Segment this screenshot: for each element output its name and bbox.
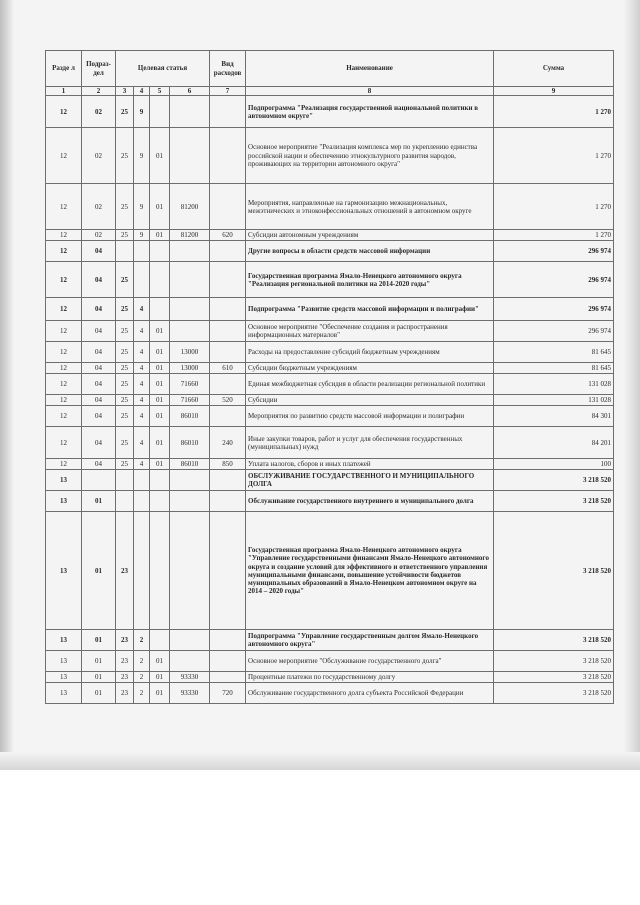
cell-program: 25 (116, 298, 134, 321)
cell-program: 25 (116, 128, 134, 184)
cell-summa: 296 974 (494, 298, 614, 321)
cell-podrazdel: 04 (82, 262, 116, 298)
cell-direction (170, 321, 210, 342)
cell-event: 01 (150, 672, 170, 683)
cell-naimenovanie: Мероприятия, направленные на гармонизацию межнациональных, межэтнических и этноконфессиональных отношений в автономном округе (246, 184, 494, 230)
cell-razdel: 12 (46, 321, 82, 342)
cell-direction (170, 491, 210, 512)
header-row (46, 51, 614, 87)
cell-program: 23 (116, 630, 134, 651)
header-naimenovanie: Наименование (246, 51, 494, 87)
cell-summa: 100 (494, 459, 614, 470)
cell-subprogram (134, 470, 150, 491)
cell-vid-raskhodov (210, 651, 246, 672)
table-row (46, 427, 614, 459)
col-number: 9 (494, 87, 614, 96)
cell-subprogram: 4 (134, 406, 150, 427)
table-row (46, 630, 614, 651)
cell-naimenovanie: Государственная программа Ямало-Ненецкого автономного округа "Реализация региональной политики на 2014-2020 годы" (246, 262, 494, 298)
cell-subprogram: 4 (134, 342, 150, 363)
table-row (46, 184, 614, 230)
cell-summa: 131 028 (494, 395, 614, 406)
table-row (46, 395, 614, 406)
cell-summa: 81 645 (494, 363, 614, 374)
cell-program: 25 (116, 96, 134, 128)
table-row (46, 491, 614, 512)
scan-shadow-bottom (0, 752, 640, 770)
table-row (46, 470, 614, 491)
cell-naimenovanie: Субсидии автономным учреждениям (246, 230, 494, 241)
scan-shadow-right (624, 0, 640, 770)
cell-direction (170, 262, 210, 298)
cell-event (150, 298, 170, 321)
cell-razdel: 12 (46, 184, 82, 230)
cell-podrazdel: 04 (82, 363, 116, 374)
cell-summa: 84 201 (494, 427, 614, 459)
cell-naimenovanie: Иные закупки товаров, работ и услуг для обеспечения государственных (муниципальных) нужд (246, 427, 494, 459)
col-number: 6 (170, 87, 210, 96)
cell-event: 01 (150, 459, 170, 470)
cell-subprogram: 4 (134, 363, 150, 374)
table-row (46, 128, 614, 184)
cell-direction (170, 470, 210, 491)
cell-summa: 3 218 520 (494, 672, 614, 683)
cell-vid-raskhodov: 720 (210, 683, 246, 704)
cell-subprogram: 9 (134, 230, 150, 241)
cell-podrazdel: 01 (82, 672, 116, 683)
cell-podrazdel: 01 (82, 651, 116, 672)
cell-program: 25 (116, 459, 134, 470)
cell-podrazdel: 02 (82, 96, 116, 128)
cell-summa: 3 218 520 (494, 651, 614, 672)
cell-vid-raskhodov: 610 (210, 363, 246, 374)
cell-vid-raskhodov (210, 406, 246, 427)
cell-naimenovanie: Основное мероприятие "Реализация комплекса мер по укреплению единства российской нации и обеспечению этнокультурного развития народов, проживающих на территории автономного округа" (246, 128, 494, 184)
table-row (46, 262, 614, 298)
budget-table (45, 50, 614, 704)
cell-razdel: 12 (46, 374, 82, 395)
cell-event (150, 512, 170, 630)
cell-subprogram: 9 (134, 96, 150, 128)
cell-subprogram: 9 (134, 128, 150, 184)
cell-event (150, 262, 170, 298)
cell-subprogram (134, 512, 150, 630)
table-row (46, 230, 614, 241)
cell-event: 01 (150, 321, 170, 342)
cell-direction (170, 298, 210, 321)
header-vid-raskhodov: Вид расходов (210, 51, 246, 87)
cell-vid-raskhodov: 240 (210, 427, 246, 459)
cell-vid-raskhodov (210, 321, 246, 342)
cell-naimenovanie: Единая межбюджетная субсидия в области реализации региональной политики (246, 374, 494, 395)
cell-razdel: 12 (46, 406, 82, 427)
cell-razdel: 12 (46, 241, 82, 262)
cell-direction (170, 128, 210, 184)
column-numbers-row (46, 87, 614, 96)
cell-subprogram: 4 (134, 427, 150, 459)
cell-direction: 86010 (170, 406, 210, 427)
cell-program: 25 (116, 406, 134, 427)
cell-direction: 71660 (170, 374, 210, 395)
cell-razdel: 12 (46, 298, 82, 321)
cell-program: 25 (116, 374, 134, 395)
cell-vid-raskhodov (210, 96, 246, 128)
cell-podrazdel (82, 470, 116, 491)
cell-subprogram: 2 (134, 651, 150, 672)
cell-summa: 81 645 (494, 342, 614, 363)
cell-direction: 86010 (170, 427, 210, 459)
cell-subprogram: 4 (134, 395, 150, 406)
cell-event: 01 (150, 651, 170, 672)
col-number: 8 (246, 87, 494, 96)
cell-razdel: 12 (46, 96, 82, 128)
cell-podrazdel: 04 (82, 427, 116, 459)
cell-naimenovanie: Подпрограмма "Развитие средств массовой информации и полиграфии" (246, 298, 494, 321)
table-row (46, 512, 614, 630)
table-row (46, 672, 614, 683)
cell-program: 25 (116, 427, 134, 459)
cell-vid-raskhodov (210, 184, 246, 230)
cell-event: 01 (150, 683, 170, 704)
cell-podrazdel: 01 (82, 683, 116, 704)
cell-subprogram: 4 (134, 321, 150, 342)
cell-summa: 1 270 (494, 128, 614, 184)
cell-program: 25 (116, 395, 134, 406)
cell-podrazdel: 01 (82, 512, 116, 630)
cell-razdel: 13 (46, 491, 82, 512)
cell-summa: 296 974 (494, 262, 614, 298)
cell-podrazdel: 01 (82, 630, 116, 651)
cell-direction (170, 512, 210, 630)
cell-program: 23 (116, 672, 134, 683)
cell-naimenovanie: Мероприятия по развитию средств массовой информации и полиграфии (246, 406, 494, 427)
cell-program: 23 (116, 651, 134, 672)
cell-naimenovanie: Обслуживание государственного внутреннего и муниципального долга (246, 491, 494, 512)
cell-razdel: 12 (46, 262, 82, 298)
table-row (46, 651, 614, 672)
cell-summa: 1 270 (494, 184, 614, 230)
col-number: 4 (134, 87, 150, 96)
cell-event (150, 96, 170, 128)
cell-program: 25 (116, 342, 134, 363)
cell-summa: 296 974 (494, 241, 614, 262)
cell-event (150, 241, 170, 262)
cell-razdel: 12 (46, 128, 82, 184)
cell-program: 23 (116, 683, 134, 704)
cell-podrazdel: 04 (82, 321, 116, 342)
cell-subprogram: 2 (134, 630, 150, 651)
cell-summa: 1 270 (494, 230, 614, 241)
cell-vid-raskhodov (210, 470, 246, 491)
header-podrazdel: Подраз-дел (82, 51, 116, 87)
header-celevaya-statya: Целевая статья (116, 51, 210, 87)
cell-subprogram: 9 (134, 184, 150, 230)
cell-direction: 13000 (170, 363, 210, 374)
table-row (46, 342, 614, 363)
table-row (46, 683, 614, 704)
cell-razdel: 13 (46, 672, 82, 683)
cell-event: 01 (150, 184, 170, 230)
col-number: 2 (82, 87, 116, 96)
cell-direction: 86010 (170, 459, 210, 470)
cell-subprogram: 4 (134, 298, 150, 321)
cell-subprogram: 2 (134, 683, 150, 704)
cell-program: 25 (116, 262, 134, 298)
col-number: 5 (150, 87, 170, 96)
cell-naimenovanie: Основное мероприятие "Обеспечение создания и распространения информационных материалов" (246, 321, 494, 342)
cell-naimenovanie: Расходы на предоставление субсидий бюджетным учреждениям (246, 342, 494, 363)
cell-summa: 296 974 (494, 321, 614, 342)
cell-program: 25 (116, 363, 134, 374)
cell-podrazdel: 04 (82, 395, 116, 406)
cell-program (116, 491, 134, 512)
col-number: 7 (210, 87, 246, 96)
cell-summa: 3 218 520 (494, 512, 614, 630)
cell-podrazdel: 04 (82, 342, 116, 363)
table-row (46, 363, 614, 374)
cell-program: 25 (116, 230, 134, 241)
cell-naimenovanie: Другие вопросы в области средств массовой информации (246, 241, 494, 262)
cell-razdel: 13 (46, 683, 82, 704)
cell-vid-raskhodov (210, 128, 246, 184)
cell-podrazdel: 04 (82, 459, 116, 470)
cell-subprogram (134, 262, 150, 298)
cell-summa: 131 028 (494, 374, 614, 395)
cell-vid-raskhodov (210, 512, 246, 630)
table-row (46, 298, 614, 321)
table-row (46, 321, 614, 342)
cell-subprogram: 4 (134, 374, 150, 395)
cell-vid-raskhodov (210, 630, 246, 651)
cell-summa: 3 218 520 (494, 470, 614, 491)
cell-program: 25 (116, 321, 134, 342)
cell-event: 01 (150, 395, 170, 406)
cell-event: 01 (150, 374, 170, 395)
cell-summa: 3 218 520 (494, 683, 614, 704)
cell-naimenovanie: Основное мероприятие "Обслуживание государственного долга" (246, 651, 494, 672)
table-row (46, 374, 614, 395)
cell-naimenovanie: Субсидии бюджетным учреждениям (246, 363, 494, 374)
cell-podrazdel: 04 (82, 374, 116, 395)
cell-direction: 93330 (170, 683, 210, 704)
cell-vid-raskhodov (210, 491, 246, 512)
cell-vid-raskhodov (210, 298, 246, 321)
cell-naimenovanie: Государственная программа Ямало-Ненецкого автономного округа "Управление государственными финансами Ямало-Ненецкого автономного округа и создание условий для эффективного и ответственного управления муниципальными финансами, повышение устойчивости бюджетов муниципальных образований в Ямало-Ненецком автономном округе на 2014 – 2020 годы" (246, 512, 494, 630)
col-number: 1 (46, 87, 82, 96)
cell-podrazdel: 04 (82, 406, 116, 427)
cell-podrazdel: 02 (82, 128, 116, 184)
cell-naimenovanie: Подпрограмма "Управление государственным долгом Ямало-Ненецкого автономного округа" (246, 630, 494, 651)
cell-event: 01 (150, 363, 170, 374)
cell-naimenovanie: Процентные платежи по государственному долгу (246, 672, 494, 683)
cell-summa: 84 301 (494, 406, 614, 427)
cell-direction: 81200 (170, 184, 210, 230)
cell-event: 01 (150, 230, 170, 241)
cell-razdel: 13 (46, 630, 82, 651)
cell-summa: 3 218 520 (494, 630, 614, 651)
cell-subprogram: 2 (134, 672, 150, 683)
cell-summa: 3 218 520 (494, 491, 614, 512)
cell-direction (170, 241, 210, 262)
cell-event: 01 (150, 406, 170, 427)
cell-program (116, 470, 134, 491)
cell-vid-raskhodov: 620 (210, 230, 246, 241)
cell-vid-raskhodov: 520 (210, 395, 246, 406)
header-razdel: Разде л (46, 51, 82, 87)
cell-subprogram (134, 491, 150, 512)
cell-program (116, 241, 134, 262)
cell-vid-raskhodov (210, 374, 246, 395)
cell-event: 01 (150, 128, 170, 184)
col-number: 3 (116, 87, 134, 96)
cell-razdel: 12 (46, 230, 82, 241)
cell-vid-raskhodov (210, 672, 246, 683)
cell-naimenovanie: Обслуживание государственного долга субъекта Российской Федерации (246, 683, 494, 704)
cell-subprogram: 4 (134, 459, 150, 470)
cell-vid-raskhodov (210, 262, 246, 298)
table-row (46, 241, 614, 262)
cell-razdel: 13 (46, 512, 82, 630)
cell-event (150, 630, 170, 651)
cell-subprogram (134, 241, 150, 262)
cell-razdel: 12 (46, 395, 82, 406)
cell-summa: 1 270 (494, 96, 614, 128)
scan-shadow-left (0, 0, 14, 770)
cell-program: 23 (116, 512, 134, 630)
cell-vid-raskhodov (210, 241, 246, 262)
cell-naimenovanie: Субсидии (246, 395, 494, 406)
cell-direction (170, 651, 210, 672)
cell-podrazdel: 02 (82, 184, 116, 230)
cell-podrazdel: 01 (82, 491, 116, 512)
table-row (46, 96, 614, 128)
cell-razdel: 12 (46, 459, 82, 470)
cell-direction: 93330 (170, 672, 210, 683)
header-summa: Сумма (494, 51, 614, 87)
cell-direction: 71660 (170, 395, 210, 406)
cell-podrazdel: 04 (82, 241, 116, 262)
cell-naimenovanie: ОБСЛУЖИВАНИЕ ГОСУДАРСТВЕННОГО И МУНИЦИПАЛЬНОГО ДОЛГА (246, 470, 494, 491)
cell-razdel: 12 (46, 363, 82, 374)
cell-naimenovanie: Уплата налогов, сборов и иных платежей (246, 459, 494, 470)
cell-direction: 13000 (170, 342, 210, 363)
cell-razdel: 12 (46, 342, 82, 363)
cell-vid-raskhodov: 850 (210, 459, 246, 470)
table-row (46, 406, 614, 427)
cell-razdel: 12 (46, 427, 82, 459)
cell-direction (170, 630, 210, 651)
cell-program: 25 (116, 184, 134, 230)
cell-vid-raskhodov (210, 342, 246, 363)
cell-event (150, 491, 170, 512)
cell-razdel: 13 (46, 651, 82, 672)
cell-podrazdel: 02 (82, 230, 116, 241)
cell-podrazdel: 04 (82, 298, 116, 321)
cell-event: 01 (150, 342, 170, 363)
cell-naimenovanie: Подпрограмма "Реализация государственной национальной политики в автономном округе" (246, 96, 494, 128)
cell-direction (170, 96, 210, 128)
cell-event (150, 470, 170, 491)
table-row (46, 459, 614, 470)
cell-event: 01 (150, 427, 170, 459)
cell-razdel: 13 (46, 470, 82, 491)
cell-direction: 81200 (170, 230, 210, 241)
